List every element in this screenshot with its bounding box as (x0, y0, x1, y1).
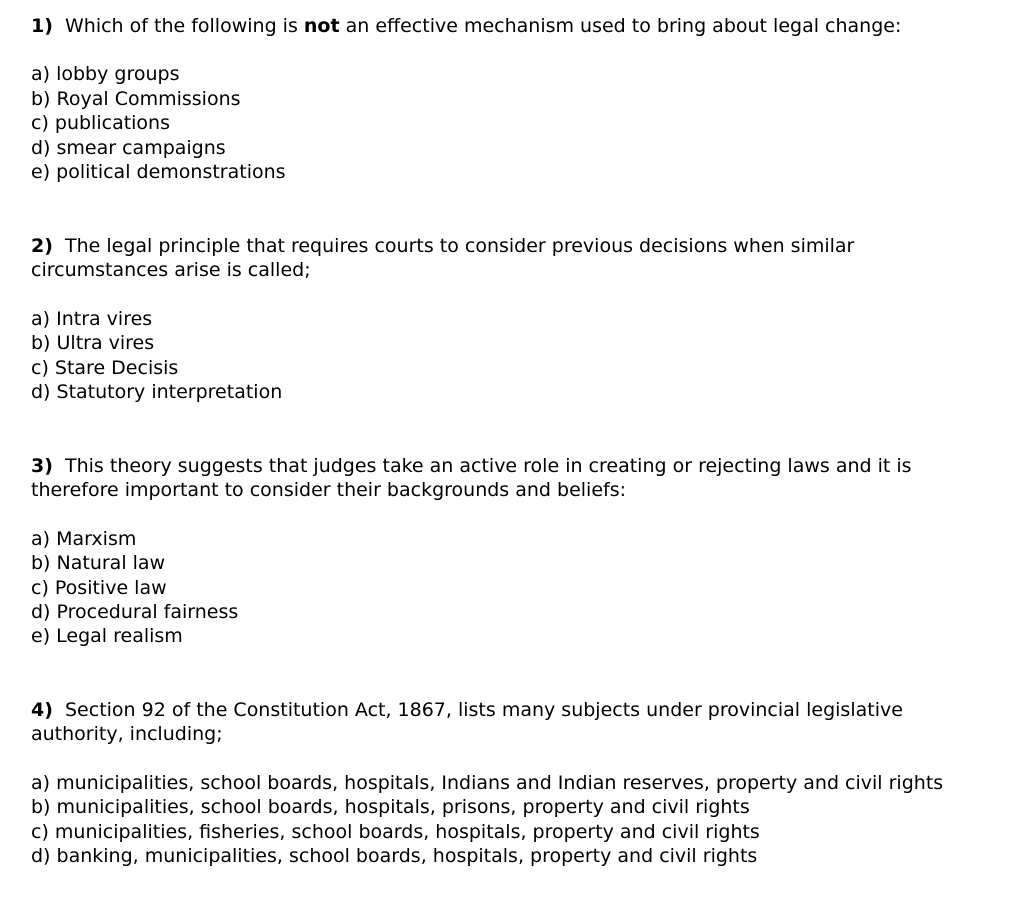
question-number: 2) (31, 235, 53, 257)
question-2 (31, 234, 991, 404)
answer-option: e) Legal realism (31, 625, 183, 648)
question-text (31, 234, 991, 283)
question-3 (31, 454, 991, 649)
question-text-after: an effective mechanism used to bring about legal change: (339, 15, 902, 37)
answer-option: b) Ultra vires (31, 332, 155, 355)
question-body: The legal principle that requires courts to consider previous decisions when similar circumstances arise is called; (31, 235, 855, 282)
question-body: This theory suggests that judges take an active role in creating or rejecting laws and it is therefore important to consider their backgrounds and beliefs: (31, 455, 912, 502)
answer-option: d) banking, municipalities, school boards, hospitals, property and civil rights (31, 845, 758, 868)
question-4 (31, 698, 991, 868)
answer-options (31, 527, 991, 649)
answer-option: b) municipalities, school boards, hospitals, prisons, property and civil rights (31, 796, 750, 819)
answer-option: e) political demonstrations (31, 161, 286, 184)
question-number: 4) (31, 699, 53, 721)
answer-option: c) municipalities, fisheries, school boards, hospitals, property and civil rights (31, 820, 760, 843)
answer-option: d) Procedural fairness (31, 601, 239, 624)
answer-option: d) smear campaigns (31, 136, 226, 159)
question-number: 1) (31, 15, 53, 37)
answer-option: a) Marxism (31, 527, 137, 550)
answer-options (31, 307, 991, 405)
answer-option: a) lobby groups (31, 63, 180, 86)
answer-option: c) Stare Decisis (31, 356, 179, 379)
answer-option: a) Intra vires (31, 307, 153, 330)
answer-option: c) publications (31, 112, 171, 135)
question-text (31, 698, 991, 747)
question-1 (31, 14, 901, 184)
question-emphasis: not (303, 15, 340, 37)
question-body: Section 92 of the Constitution Act, 1867, lists many subjects under provincial legislative authority, including; (31, 699, 903, 746)
question-text-before: Which of the following is (65, 15, 304, 37)
question-text (31, 14, 901, 38)
answer-option: b) Royal Commissions (31, 87, 241, 110)
answer-option: d) Statutory interpretation (31, 381, 283, 404)
question-text (31, 454, 991, 503)
answer-option: b) Natural law (31, 552, 166, 575)
answer-options (31, 771, 991, 869)
answer-option: c) Positive law (31, 576, 167, 599)
question-number: 3) (31, 455, 53, 477)
answer-option: a) municipalities, school boards, hospitals, Indians and Indian reserves, property and civil rights (31, 771, 944, 794)
answer-options (31, 62, 901, 184)
